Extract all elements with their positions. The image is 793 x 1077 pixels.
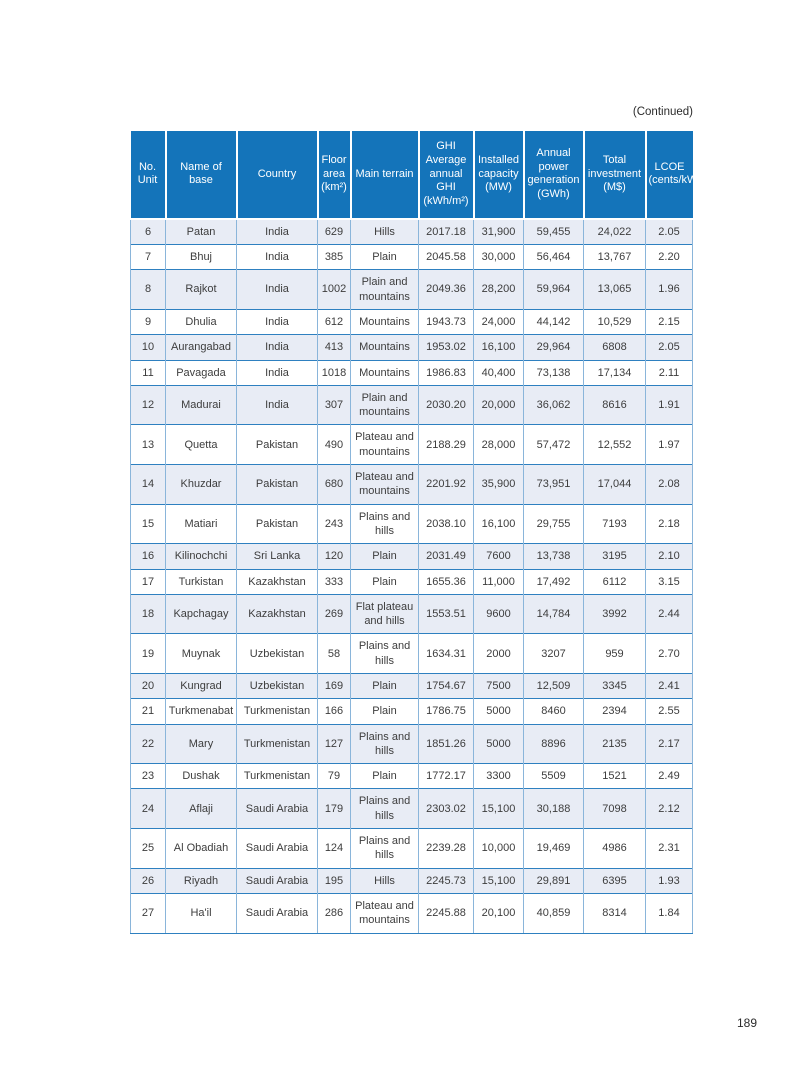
cell-installed-capacity: 9600 bbox=[474, 594, 524, 634]
table-row bbox=[131, 634, 693, 674]
cell-floor-area: 169 bbox=[318, 673, 351, 698]
table-row bbox=[131, 829, 693, 869]
cell-installed-capacity: 20,000 bbox=[474, 385, 524, 425]
cell-no-unit: 20 bbox=[131, 673, 166, 698]
cell-main-terrain: Plains and hills bbox=[351, 634, 419, 674]
cell-country: Pakistan bbox=[237, 504, 318, 544]
cell-floor-area: 385 bbox=[318, 245, 351, 270]
cell-main-terrain: Flat plateau and hills bbox=[351, 594, 419, 634]
cell-ghi: 2045.58 bbox=[419, 245, 474, 270]
cell-floor-area: 413 bbox=[318, 335, 351, 360]
column-header-installed-capacity: Installed capacity (MW) bbox=[474, 131, 524, 219]
cell-annual-power-generation: 40,859 bbox=[524, 893, 584, 933]
cell-country: Uzbekistan bbox=[237, 634, 318, 674]
cell-no-unit: 24 bbox=[131, 789, 166, 829]
cell-lcoe: 2.20 bbox=[646, 245, 693, 270]
cell-lcoe: 2.10 bbox=[646, 544, 693, 569]
cell-name-of-base: Kapchagay bbox=[166, 594, 237, 634]
cell-ghi: 2188.29 bbox=[419, 425, 474, 465]
cell-name-of-base: Mary bbox=[166, 724, 237, 764]
table-row bbox=[131, 569, 693, 594]
cell-main-terrain: Plain bbox=[351, 245, 419, 270]
cell-country: India bbox=[237, 360, 318, 385]
cell-country: India bbox=[237, 385, 318, 425]
cell-installed-capacity: 20,100 bbox=[474, 893, 524, 933]
continued-label: (Continued) bbox=[632, 106, 693, 118]
cell-country: Pakistan bbox=[237, 465, 318, 505]
cell-name-of-base: Khuzdar bbox=[166, 465, 237, 505]
cell-annual-power-generation: 14,784 bbox=[524, 594, 584, 634]
table-header bbox=[131, 131, 708, 219]
cell-main-terrain: Plain bbox=[351, 699, 419, 724]
cell-no-unit: 26 bbox=[131, 868, 166, 893]
cell-main-terrain: Mountains bbox=[351, 309, 419, 334]
cell-ghi: 1634.31 bbox=[419, 634, 474, 674]
cell-lcoe: 2.11 bbox=[646, 360, 693, 385]
cell-name-of-base: Matiari bbox=[166, 504, 237, 544]
cell-main-terrain: Plain bbox=[351, 764, 419, 789]
cell-ghi: 1851.26 bbox=[419, 724, 474, 764]
cell-name-of-base: Pavagada bbox=[166, 360, 237, 385]
cell-main-terrain: Mountains bbox=[351, 335, 419, 360]
cell-ghi: 2239.28 bbox=[419, 829, 474, 869]
cell-lcoe: 1.96 bbox=[646, 270, 693, 310]
cell-no-unit: 18 bbox=[131, 594, 166, 634]
table-row bbox=[131, 673, 693, 698]
cell-annual-power-generation: 44,142 bbox=[524, 309, 584, 334]
cell-no-unit: 6 bbox=[131, 219, 166, 245]
cell-floor-area: 490 bbox=[318, 425, 351, 465]
table-row bbox=[131, 270, 693, 310]
cell-total-investment: 3992 bbox=[584, 594, 646, 634]
cell-ghi: 2017.18 bbox=[419, 219, 474, 245]
cell-main-terrain: Plateau and mountains bbox=[351, 425, 419, 465]
cell-annual-power-generation: 59,455 bbox=[524, 219, 584, 245]
cell-annual-power-generation: 3207 bbox=[524, 634, 584, 674]
cell-country: Saudi Arabia bbox=[237, 893, 318, 933]
cell-lcoe: 2.05 bbox=[646, 219, 693, 245]
cell-installed-capacity: 5000 bbox=[474, 724, 524, 764]
cell-lcoe: 2.44 bbox=[646, 594, 693, 634]
cell-installed-capacity: 11,000 bbox=[474, 569, 524, 594]
cell-total-investment: 13,065 bbox=[584, 270, 646, 310]
cell-total-investment: 3345 bbox=[584, 673, 646, 698]
cell-annual-power-generation: 56,464 bbox=[524, 245, 584, 270]
cell-no-unit: 9 bbox=[131, 309, 166, 334]
cell-main-terrain: Plains and hills bbox=[351, 504, 419, 544]
cell-no-unit: 15 bbox=[131, 504, 166, 544]
column-header-lcoe: LCOE (cents/kWh) bbox=[646, 131, 693, 219]
cell-annual-power-generation: 29,755 bbox=[524, 504, 584, 544]
cell-lcoe: 1.91 bbox=[646, 385, 693, 425]
cell-lcoe: 1.84 bbox=[646, 893, 693, 933]
table-row bbox=[131, 594, 693, 634]
cell-country: India bbox=[237, 270, 318, 310]
cell-lcoe: 1.97 bbox=[646, 425, 693, 465]
table-row bbox=[131, 425, 693, 465]
cell-installed-capacity: 35,900 bbox=[474, 465, 524, 505]
cell-main-terrain: Plain and mountains bbox=[351, 270, 419, 310]
cell-name-of-base: Patan bbox=[166, 219, 237, 245]
cell-country: Kazakhstan bbox=[237, 594, 318, 634]
cell-floor-area: 1002 bbox=[318, 270, 351, 310]
cell-name-of-base: Kilinochchi bbox=[166, 544, 237, 569]
table-row bbox=[131, 465, 693, 505]
cell-main-terrain: Plains and hills bbox=[351, 829, 419, 869]
cell-country: Saudi Arabia bbox=[237, 789, 318, 829]
cell-ghi: 1786.75 bbox=[419, 699, 474, 724]
cell-annual-power-generation: 17,492 bbox=[524, 569, 584, 594]
cell-total-investment: 6808 bbox=[584, 335, 646, 360]
cell-main-terrain: Plain bbox=[351, 569, 419, 594]
cell-ghi: 2030.20 bbox=[419, 385, 474, 425]
cell-total-investment: 13,767 bbox=[584, 245, 646, 270]
cell-country: Turkmenistan bbox=[237, 724, 318, 764]
table-row bbox=[131, 789, 693, 829]
cell-installed-capacity: 16,100 bbox=[474, 504, 524, 544]
table-row bbox=[131, 868, 693, 893]
table-body bbox=[131, 219, 693, 933]
cell-installed-capacity: 3300 bbox=[474, 764, 524, 789]
cell-installed-capacity: 16,100 bbox=[474, 335, 524, 360]
cell-name-of-base: Muynak bbox=[166, 634, 237, 674]
cell-ghi: 2201.92 bbox=[419, 465, 474, 505]
cell-name-of-base: Dushak bbox=[166, 764, 237, 789]
cell-floor-area: 243 bbox=[318, 504, 351, 544]
cell-main-terrain: Plain bbox=[351, 544, 419, 569]
cell-name-of-base: Quetta bbox=[166, 425, 237, 465]
column-header-main-terrain: Main terrain bbox=[351, 131, 419, 219]
cell-name-of-base: Ha'il bbox=[166, 893, 237, 933]
cell-total-investment: 4986 bbox=[584, 829, 646, 869]
table-row bbox=[131, 764, 693, 789]
cell-country: Turkmenistan bbox=[237, 699, 318, 724]
cell-annual-power-generation: 8460 bbox=[524, 699, 584, 724]
cell-lcoe: 2.15 bbox=[646, 309, 693, 334]
cell-installed-capacity: 5000 bbox=[474, 699, 524, 724]
cell-main-terrain: Plain bbox=[351, 673, 419, 698]
cell-floor-area: 680 bbox=[318, 465, 351, 505]
cell-ghi: 1655.36 bbox=[419, 569, 474, 594]
cell-total-investment: 959 bbox=[584, 634, 646, 674]
cell-installed-capacity: 7500 bbox=[474, 673, 524, 698]
cell-floor-area: 127 bbox=[318, 724, 351, 764]
cell-name-of-base: Turkistan bbox=[166, 569, 237, 594]
cell-lcoe: 2.41 bbox=[646, 673, 693, 698]
cell-annual-power-generation: 73,951 bbox=[524, 465, 584, 505]
cell-name-of-base: Rajkot bbox=[166, 270, 237, 310]
cell-no-unit: 11 bbox=[131, 360, 166, 385]
cell-installed-capacity: 40,400 bbox=[474, 360, 524, 385]
table-row bbox=[131, 309, 693, 334]
cell-main-terrain: Plains and hills bbox=[351, 789, 419, 829]
cell-country: Saudi Arabia bbox=[237, 829, 318, 869]
column-header-no-unit: No. Unit bbox=[131, 131, 166, 219]
cell-floor-area: 1018 bbox=[318, 360, 351, 385]
cell-floor-area: 124 bbox=[318, 829, 351, 869]
cell-main-terrain: Hills bbox=[351, 219, 419, 245]
table-row bbox=[131, 893, 693, 933]
cell-no-unit: 8 bbox=[131, 270, 166, 310]
cell-floor-area: 195 bbox=[318, 868, 351, 893]
cell-country: India bbox=[237, 245, 318, 270]
cell-ghi: 1553.51 bbox=[419, 594, 474, 634]
cell-total-investment: 8616 bbox=[584, 385, 646, 425]
cell-installed-capacity: 28,000 bbox=[474, 425, 524, 465]
cell-name-of-base: Al Obadiah bbox=[166, 829, 237, 869]
cell-total-investment: 2135 bbox=[584, 724, 646, 764]
cell-total-investment: 12,552 bbox=[584, 425, 646, 465]
cell-annual-power-generation: 13,738 bbox=[524, 544, 584, 569]
cell-total-investment: 7098 bbox=[584, 789, 646, 829]
cell-ghi: 2245.88 bbox=[419, 893, 474, 933]
cell-ghi: 1772.17 bbox=[419, 764, 474, 789]
table-row bbox=[131, 335, 693, 360]
cell-country: Kazakhstan bbox=[237, 569, 318, 594]
column-header-name-of-base: Name of base bbox=[166, 131, 237, 219]
cell-installed-capacity: 30,000 bbox=[474, 245, 524, 270]
cell-lcoe: 2.55 bbox=[646, 699, 693, 724]
cell-main-terrain: Plateau and mountains bbox=[351, 465, 419, 505]
cell-total-investment: 6112 bbox=[584, 569, 646, 594]
cell-annual-power-generation: 57,472 bbox=[524, 425, 584, 465]
cell-no-unit: 22 bbox=[131, 724, 166, 764]
cell-ghi: 2031.49 bbox=[419, 544, 474, 569]
cell-installed-capacity: 28,200 bbox=[474, 270, 524, 310]
cell-total-investment: 3195 bbox=[584, 544, 646, 569]
page-number: 189 bbox=[736, 1016, 757, 1030]
cell-name-of-base: Kungrad bbox=[166, 673, 237, 698]
cell-total-investment: 2394 bbox=[584, 699, 646, 724]
cell-installed-capacity: 15,100 bbox=[474, 789, 524, 829]
column-header-annual-power-generation: Annual power generation (GWh) bbox=[524, 131, 584, 219]
table-row bbox=[131, 245, 693, 270]
cell-annual-power-generation: 59,964 bbox=[524, 270, 584, 310]
cell-lcoe: 2.12 bbox=[646, 789, 693, 829]
cell-country: Saudi Arabia bbox=[237, 868, 318, 893]
cell-country: Turkmenistan bbox=[237, 764, 318, 789]
cell-country: India bbox=[237, 309, 318, 334]
cell-country: Pakistan bbox=[237, 425, 318, 465]
cell-ghi: 1754.67 bbox=[419, 673, 474, 698]
cell-annual-power-generation: 29,964 bbox=[524, 335, 584, 360]
cell-country: Sri Lanka bbox=[237, 544, 318, 569]
cell-no-unit: 12 bbox=[131, 385, 166, 425]
table-header-row bbox=[131, 131, 693, 219]
cell-floor-area: 269 bbox=[318, 594, 351, 634]
cell-lcoe: 2.18 bbox=[646, 504, 693, 544]
cell-lcoe: 2.08 bbox=[646, 465, 693, 505]
cell-ghi: 2038.10 bbox=[419, 504, 474, 544]
cell-annual-power-generation: 5509 bbox=[524, 764, 584, 789]
cell-ghi: 2049.36 bbox=[419, 270, 474, 310]
table-row bbox=[131, 504, 693, 544]
cell-no-unit: 17 bbox=[131, 569, 166, 594]
cell-installed-capacity: 15,100 bbox=[474, 868, 524, 893]
cell-name-of-base: Madurai bbox=[166, 385, 237, 425]
cell-floor-area: 629 bbox=[318, 219, 351, 245]
cell-no-unit: 27 bbox=[131, 893, 166, 933]
cell-lcoe: 2.31 bbox=[646, 829, 693, 869]
cell-main-terrain: Mountains bbox=[351, 360, 419, 385]
cell-lcoe: 2.49 bbox=[646, 764, 693, 789]
cell-annual-power-generation: 19,469 bbox=[524, 829, 584, 869]
cell-annual-power-generation: 12,509 bbox=[524, 673, 584, 698]
cell-main-terrain: Plain and mountains bbox=[351, 385, 419, 425]
cell-floor-area: 79 bbox=[318, 764, 351, 789]
cell-installed-capacity: 24,000 bbox=[474, 309, 524, 334]
column-header-country: Country bbox=[237, 131, 318, 219]
cell-floor-area: 307 bbox=[318, 385, 351, 425]
cell-no-unit: 10 bbox=[131, 335, 166, 360]
cell-total-investment: 7193 bbox=[584, 504, 646, 544]
cell-lcoe: 2.17 bbox=[646, 724, 693, 764]
cell-floor-area: 166 bbox=[318, 699, 351, 724]
cell-floor-area: 286 bbox=[318, 893, 351, 933]
cell-annual-power-generation: 36,062 bbox=[524, 385, 584, 425]
cell-ghi: 1986.83 bbox=[419, 360, 474, 385]
column-header-floor-area: Floor area (km²) bbox=[318, 131, 351, 219]
cell-main-terrain: Hills bbox=[351, 868, 419, 893]
cell-lcoe: 1.93 bbox=[646, 868, 693, 893]
cell-lcoe: 3.15 bbox=[646, 569, 693, 594]
cell-name-of-base: Riyadh bbox=[166, 868, 237, 893]
table-row bbox=[131, 219, 693, 245]
cell-lcoe: 2.05 bbox=[646, 335, 693, 360]
cell-ghi: 1943.73 bbox=[419, 309, 474, 334]
table-row bbox=[131, 385, 693, 425]
cell-no-unit: 14 bbox=[131, 465, 166, 505]
cell-total-investment: 10,529 bbox=[584, 309, 646, 334]
cell-country: India bbox=[237, 335, 318, 360]
cell-total-investment: 17,044 bbox=[584, 465, 646, 505]
table-row bbox=[131, 360, 693, 385]
cell-country: Uzbekistan bbox=[237, 673, 318, 698]
cell-name-of-base: Aflaji bbox=[166, 789, 237, 829]
cell-total-investment: 1521 bbox=[584, 764, 646, 789]
table-row bbox=[131, 699, 693, 724]
cell-installed-capacity: 7600 bbox=[474, 544, 524, 569]
cell-name-of-base: Turkmenabat bbox=[166, 699, 237, 724]
cell-no-unit: 21 bbox=[131, 699, 166, 724]
cell-name-of-base: Dhulia bbox=[166, 309, 237, 334]
cell-floor-area: 120 bbox=[318, 544, 351, 569]
cell-installed-capacity: 31,900 bbox=[474, 219, 524, 245]
cell-total-investment: 24,022 bbox=[584, 219, 646, 245]
column-header-ghi: GHI Average annual GHI (kWh/m²) bbox=[419, 131, 474, 219]
table-row bbox=[131, 544, 693, 569]
cell-floor-area: 612 bbox=[318, 309, 351, 334]
cell-floor-area: 179 bbox=[318, 789, 351, 829]
cell-no-unit: 13 bbox=[131, 425, 166, 465]
solar-bases-table bbox=[130, 131, 708, 934]
cell-no-unit: 19 bbox=[131, 634, 166, 674]
cell-total-investment: 6395 bbox=[584, 868, 646, 893]
cell-main-terrain: Plains and hills bbox=[351, 724, 419, 764]
cell-floor-area: 333 bbox=[318, 569, 351, 594]
cell-no-unit: 16 bbox=[131, 544, 166, 569]
table-row bbox=[131, 724, 693, 764]
column-header-total-investment: Total investment (M$) bbox=[584, 131, 646, 219]
cell-no-unit: 25 bbox=[131, 829, 166, 869]
cell-lcoe: 2.70 bbox=[646, 634, 693, 674]
cell-name-of-base: Bhuj bbox=[166, 245, 237, 270]
cell-installed-capacity: 2000 bbox=[474, 634, 524, 674]
cell-installed-capacity: 10,000 bbox=[474, 829, 524, 869]
cell-no-unit: 23 bbox=[131, 764, 166, 789]
cell-floor-area: 58 bbox=[318, 634, 351, 674]
cell-ghi: 1953.02 bbox=[419, 335, 474, 360]
cell-country: India bbox=[237, 219, 318, 245]
cell-total-investment: 17,134 bbox=[584, 360, 646, 385]
cell-total-investment: 8314 bbox=[584, 893, 646, 933]
cell-annual-power-generation: 73,138 bbox=[524, 360, 584, 385]
cell-annual-power-generation: 8896 bbox=[524, 724, 584, 764]
cell-no-unit: 7 bbox=[131, 245, 166, 270]
cell-main-terrain: Plateau and mountains bbox=[351, 893, 419, 933]
cell-annual-power-generation: 29,891 bbox=[524, 868, 584, 893]
cell-annual-power-generation: 30,188 bbox=[524, 789, 584, 829]
cell-name-of-base: Aurangabad bbox=[166, 335, 237, 360]
cell-ghi: 2245.73 bbox=[419, 868, 474, 893]
cell-ghi: 2303.02 bbox=[419, 789, 474, 829]
